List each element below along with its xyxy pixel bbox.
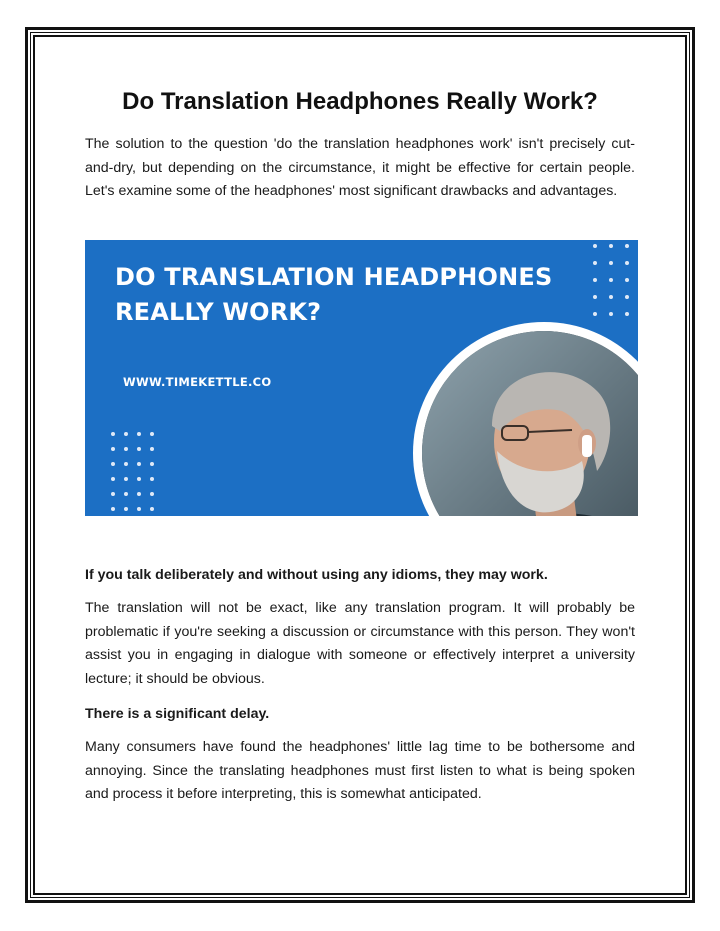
page-title: Do Translation Headphones Really Work?	[122, 88, 598, 115]
section-paragraph-1: The translation will not be exact, like any translation program. It will probably be problematic if you're seeking a discussion or circumstance with this person. They won't assist you in engaging in dialogue with someone or effectively interpret a university lecture; it should be obvious.	[85, 600, 635, 687]
banner-url: WWW.TIMEKETTLE.CO	[123, 375, 272, 389]
dot-pattern-bottom-left	[111, 432, 154, 516]
banner-title-line-2: REALLY WORK?	[115, 298, 322, 326]
article-header	[85, 85, 635, 204]
section-heading-1: If you talk deliberately and without using any idioms, they may work.	[85, 567, 548, 583]
intro-paragraph: The solution to the question 'do the translation headphones work' isn't precisely cut-and-dry, but depending on the circumstance, it might be effective for certain people. Let's examine some of the headphones' most significant drawbacks and advantages.	[85, 136, 635, 199]
banner-image	[85, 240, 638, 516]
section-paragraph-2: Many consumers have found the headphones' little lag time to be bothersome and annoying. Since the translating headphones must first listen to what is being spoken and process it before interpreting, this is somewhat anticipated.	[85, 739, 635, 802]
dot-pattern-top-right	[593, 244, 629, 316]
banner-title-line-1: DO TRANSLATION HEADPHONES	[115, 263, 553, 291]
banner-title	[115, 260, 552, 330]
section-heading-2: There is a significant delay.	[85, 706, 270, 722]
